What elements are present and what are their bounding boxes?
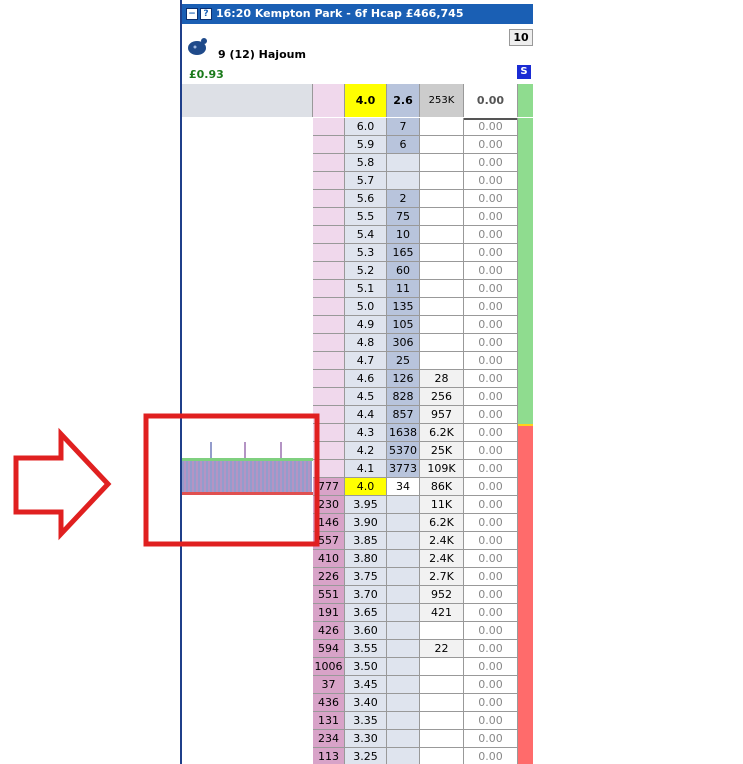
pl-cell: 0.00 <box>464 136 518 154</box>
ladder-row <box>182 154 533 172</box>
lay-cell[interactable] <box>387 568 420 586</box>
header-volume: 253K <box>420 84 464 117</box>
price-cell: 5.8 <box>345 154 387 172</box>
weight-bar <box>518 694 533 712</box>
header-lay-price: 2.6 <box>387 84 420 117</box>
ladder-row <box>182 316 533 334</box>
back-cell[interactable]: 426 <box>313 622 345 640</box>
runner-profit-loss: £0.93 <box>189 68 224 81</box>
weight-bar <box>518 496 533 514</box>
ladder-row <box>182 568 533 586</box>
back-cell[interactable] <box>313 352 345 370</box>
weight-bar <box>518 136 533 154</box>
traded-cell <box>420 748 464 764</box>
traded-cell <box>420 226 464 244</box>
back-cell[interactable]: 146 <box>313 514 345 532</box>
price-cell: 5.7 <box>345 172 387 190</box>
ladder-row <box>182 370 533 388</box>
back-cell[interactable] <box>313 280 345 298</box>
pl-cell: 0.00 <box>464 460 518 478</box>
pl-cell: 0.00 <box>464 550 518 568</box>
back-cell[interactable] <box>313 370 345 388</box>
traded-cell: 2.4K <box>420 532 464 550</box>
weight-bar <box>518 532 533 550</box>
ladder-row <box>182 388 533 406</box>
back-cell[interactable]: 131 <box>313 712 345 730</box>
price-cell: 4.3 <box>345 424 387 442</box>
back-cell[interactable] <box>313 298 345 316</box>
traded-cell: 421 <box>420 604 464 622</box>
ladder-row <box>182 118 533 136</box>
status-badge[interactable]: S <box>517 65 531 79</box>
traded-cell <box>420 298 464 316</box>
header-back-column <box>313 84 345 117</box>
market-title: 16:20 Kempton Park - 6f Hcap £466,745 <box>216 7 464 20</box>
pl-cell: 0.00 <box>464 640 518 658</box>
ladder-row <box>182 748 533 764</box>
lay-cell[interactable] <box>387 694 420 712</box>
weight-bar <box>518 676 533 694</box>
ladder-row <box>182 622 533 640</box>
price-cell: 4.6 <box>345 370 387 388</box>
pl-cell: 0.00 <box>464 118 518 136</box>
lay-cell[interactable] <box>387 640 420 658</box>
weight-bar <box>518 406 533 424</box>
pl-cell: 0.00 <box>464 154 518 172</box>
ladder-row <box>182 712 533 730</box>
header-blank <box>182 84 313 117</box>
back-cell[interactable]: 226 <box>313 568 345 586</box>
pl-cell: 0.00 <box>464 694 518 712</box>
pl-cell: 0.00 <box>464 442 518 460</box>
traded-cell <box>420 280 464 298</box>
traded-cell: 952 <box>420 586 464 604</box>
back-cell[interactable] <box>313 388 345 406</box>
price-cell: 6.0 <box>345 118 387 136</box>
pl-cell: 0.00 <box>464 424 518 442</box>
ladder-row <box>182 262 533 280</box>
price-cell: 3.40 <box>345 694 387 712</box>
lay-cell[interactable]: 1638 <box>387 424 420 442</box>
pl-cell: 0.00 <box>464 748 518 764</box>
traded-cell <box>420 730 464 748</box>
lay-cell[interactable] <box>387 622 420 640</box>
lay-cell[interactable]: 25 <box>387 352 420 370</box>
back-cell[interactable]: 191 <box>313 604 345 622</box>
price-cell: 4.4 <box>345 406 387 424</box>
price-cell: 3.80 <box>345 550 387 568</box>
traded-cell <box>420 136 464 154</box>
title-bar <box>182 4 533 24</box>
back-cell[interactable] <box>313 208 345 226</box>
weight-bar <box>518 262 533 280</box>
traded-cell <box>420 658 464 676</box>
lay-cell[interactable] <box>387 604 420 622</box>
ladder-row <box>182 730 533 748</box>
back-cell[interactable]: 113 <box>313 748 345 764</box>
traded-cell: 6.2K <box>420 424 464 442</box>
back-cell[interactable]: 551 <box>313 586 345 604</box>
lay-cell[interactable]: 2 <box>387 190 420 208</box>
weight-bar <box>518 118 533 136</box>
weight-bar <box>518 622 533 640</box>
lay-cell[interactable] <box>387 748 420 764</box>
ladder-row <box>182 460 533 478</box>
traded-cell <box>420 262 464 280</box>
arrow-icon <box>16 434 108 534</box>
price-cell: 3.90 <box>345 514 387 532</box>
price-cell: 4.5 <box>345 388 387 406</box>
weight-bar <box>518 514 533 532</box>
ladder-row <box>182 694 533 712</box>
pl-cell: 0.00 <box>464 406 518 424</box>
lay-cell[interactable]: 828 <box>387 388 420 406</box>
pl-cell: 0.00 <box>464 208 518 226</box>
runner-info <box>182 26 533 85</box>
pl-cell: 0.00 <box>464 712 518 730</box>
weight-bar <box>518 424 533 442</box>
back-cell[interactable] <box>313 172 345 190</box>
lay-cell[interactable] <box>387 496 420 514</box>
header-bar <box>518 84 533 117</box>
weight-bar <box>518 730 533 748</box>
price-cell: 3.70 <box>345 586 387 604</box>
weight-bar <box>518 334 533 352</box>
lay-cell[interactable]: 857 <box>387 406 420 424</box>
runner-number-badge: 10 <box>509 29 533 46</box>
traded-cell <box>420 622 464 640</box>
weight-bar <box>518 550 533 568</box>
price-cell: 3.25 <box>345 748 387 764</box>
lay-cell[interactable]: 306 <box>387 334 420 352</box>
traded-cell: 957 <box>420 406 464 424</box>
price-cell: 3.60 <box>345 622 387 640</box>
ladder-row <box>182 280 533 298</box>
lay-cell[interactable] <box>387 550 420 568</box>
traded-cell <box>420 208 464 226</box>
pl-cell: 0.00 <box>464 586 518 604</box>
price-cell: 3.65 <box>345 604 387 622</box>
traded-cell <box>420 316 464 334</box>
pl-cell: 0.00 <box>464 316 518 334</box>
lay-cell[interactable] <box>387 676 420 694</box>
traded-cell: 2.7K <box>420 568 464 586</box>
traded-cell <box>420 190 464 208</box>
lay-cell[interactable]: 126 <box>387 370 420 388</box>
weight-bar <box>518 370 533 388</box>
lay-cell[interactable] <box>387 712 420 730</box>
ladder-row <box>182 550 533 568</box>
ladder-row <box>182 190 533 208</box>
traded-cell: 86K <box>420 478 464 496</box>
pl-cell: 0.00 <box>464 622 518 640</box>
pl-cell: 0.00 <box>464 334 518 352</box>
traded-cell <box>420 154 464 172</box>
pl-cell: 0.00 <box>464 244 518 262</box>
weight-bar <box>518 316 533 334</box>
price-cell: 3.85 <box>345 532 387 550</box>
minimize-icon[interactable]: − <box>186 8 198 20</box>
back-cell[interactable]: 436 <box>313 694 345 712</box>
price-cell: 5.4 <box>345 226 387 244</box>
help-icon[interactable]: ? <box>200 8 212 20</box>
lay-cell[interactable]: 165 <box>387 244 420 262</box>
back-cell[interactable]: 37 <box>313 676 345 694</box>
back-cell[interactable] <box>313 136 345 154</box>
weight-bar <box>518 568 533 586</box>
price-cell: 3.35 <box>345 712 387 730</box>
back-cell[interactable] <box>313 262 345 280</box>
back-cell[interactable]: 1006 <box>313 658 345 676</box>
lay-cell[interactable] <box>387 658 420 676</box>
price-cell: 4.9 <box>345 316 387 334</box>
weight-bar <box>518 154 533 172</box>
lay-cell[interactable]: 105 <box>387 316 420 334</box>
ladder-row <box>182 532 533 550</box>
price-cell: 4.7 <box>345 352 387 370</box>
weight-bar <box>518 352 533 370</box>
traded-cell: 109K <box>420 460 464 478</box>
ladder-row <box>182 244 533 262</box>
weight-bar <box>518 172 533 190</box>
weight-bar <box>518 712 533 730</box>
traded-cell <box>420 244 464 262</box>
pl-cell: 0.00 <box>464 478 518 496</box>
lay-cell[interactable]: 34 <box>387 478 420 496</box>
ladder-row <box>182 640 533 658</box>
header-back-price: 4.0 <box>345 84 387 117</box>
pl-cell: 0.00 <box>464 658 518 676</box>
lay-cell[interactable] <box>387 532 420 550</box>
price-cell: 5.6 <box>345 190 387 208</box>
lay-cell[interactable]: 3773 <box>387 460 420 478</box>
back-cell[interactable] <box>313 334 345 352</box>
pl-cell: 0.00 <box>464 730 518 748</box>
price-cell: 5.2 <box>345 262 387 280</box>
weight-bar <box>518 604 533 622</box>
header-pl: 0.00 <box>464 84 518 117</box>
jockey-silk-icon <box>187 36 209 56</box>
traded-cell: 11K <box>420 496 464 514</box>
price-cell: 5.1 <box>345 280 387 298</box>
traded-cell: 2.4K <box>420 550 464 568</box>
weight-bar <box>518 280 533 298</box>
weight-bar <box>518 298 533 316</box>
pl-cell: 0.00 <box>464 514 518 532</box>
lay-cell[interactable] <box>387 586 420 604</box>
back-cell[interactable] <box>313 406 345 424</box>
price-cell: 5.5 <box>345 208 387 226</box>
price-cell: 5.0 <box>345 298 387 316</box>
pl-cell: 0.00 <box>464 226 518 244</box>
traded-cell: 256 <box>420 388 464 406</box>
back-cell[interactable] <box>313 316 345 334</box>
lay-cell[interactable]: 7 <box>387 118 420 136</box>
ladder-row <box>182 442 533 460</box>
lay-cell[interactable]: 6 <box>387 136 420 154</box>
ladder-row <box>182 352 533 370</box>
weight-bar <box>518 586 533 604</box>
ladder-row <box>182 658 533 676</box>
traded-cell <box>420 118 464 136</box>
pl-cell: 0.00 <box>464 388 518 406</box>
back-cell[interactable] <box>313 460 345 478</box>
pl-cell: 0.00 <box>464 604 518 622</box>
pl-cell: 0.00 <box>464 496 518 514</box>
back-cell[interactable] <box>313 226 345 244</box>
price-cell: 5.9 <box>345 136 387 154</box>
ladder-header <box>182 84 533 120</box>
pl-cell: 0.00 <box>464 172 518 190</box>
traded-cell <box>420 712 464 730</box>
lay-cell[interactable]: 11 <box>387 280 420 298</box>
traded-cell: 25K <box>420 442 464 460</box>
pl-cell: 0.00 <box>464 280 518 298</box>
price-cell: 3.30 <box>345 730 387 748</box>
ladder-row <box>182 604 533 622</box>
ladder-row <box>182 406 533 424</box>
pl-cell: 0.00 <box>464 568 518 586</box>
lay-cell[interactable] <box>387 730 420 748</box>
back-cell[interactable] <box>313 118 345 136</box>
back-cell[interactable]: 594 <box>313 640 345 658</box>
lay-cell[interactable]: 10 <box>387 226 420 244</box>
ladder-row <box>182 424 533 442</box>
runner-name: 9 (12) Hajoum <box>218 48 306 61</box>
back-cell[interactable]: 557 <box>313 532 345 550</box>
price-cell: 3.95 <box>345 496 387 514</box>
back-cell[interactable] <box>313 154 345 172</box>
lay-cell[interactable] <box>387 172 420 190</box>
ladder-row <box>182 586 533 604</box>
back-cell[interactable]: 410 <box>313 550 345 568</box>
price-cell: 4.2 <box>345 442 387 460</box>
lay-cell[interactable] <box>387 154 420 172</box>
weight-bar <box>518 388 533 406</box>
back-cell[interactable] <box>313 244 345 262</box>
lay-cell[interactable]: 60 <box>387 262 420 280</box>
ladder-row <box>182 298 533 316</box>
weight-bar <box>518 190 533 208</box>
back-cell[interactable]: 230 <box>313 496 345 514</box>
traded-cell: 28 <box>420 370 464 388</box>
back-cell[interactable]: 777 <box>313 478 345 496</box>
traded-cell <box>420 334 464 352</box>
weight-bar <box>518 226 533 244</box>
traded-cell: 22 <box>420 640 464 658</box>
pl-cell: 0.00 <box>464 298 518 316</box>
ladder-row <box>182 514 533 532</box>
price-cell: 3.50 <box>345 658 387 676</box>
ladder-row <box>182 496 533 514</box>
price-cell: 4.0 <box>345 478 387 496</box>
traded-cell: 6.2K <box>420 514 464 532</box>
traded-cell <box>420 694 464 712</box>
traded-cell <box>420 676 464 694</box>
price-cell: 3.75 <box>345 568 387 586</box>
back-cell[interactable] <box>313 190 345 208</box>
ladder-row <box>182 334 533 352</box>
price-cell: 4.8 <box>345 334 387 352</box>
weight-bar <box>518 658 533 676</box>
back-cell[interactable]: 234 <box>313 730 345 748</box>
price-cell: 3.45 <box>345 676 387 694</box>
back-cell[interactable] <box>313 424 345 442</box>
price-cell: 4.1 <box>345 460 387 478</box>
pl-cell: 0.00 <box>464 190 518 208</box>
lay-cell[interactable]: 135 <box>387 298 420 316</box>
weight-bar <box>518 244 533 262</box>
weight-bar <box>518 640 533 658</box>
ladder-row <box>182 208 533 226</box>
ladder-row <box>182 172 533 190</box>
pl-cell: 0.00 <box>464 532 518 550</box>
lay-cell[interactable] <box>387 514 420 532</box>
pl-cell: 0.00 <box>464 352 518 370</box>
back-cell[interactable] <box>313 442 345 460</box>
ladder-panel <box>180 0 533 764</box>
weight-bar <box>518 442 533 460</box>
price-cell: 3.55 <box>345 640 387 658</box>
weight-bar <box>518 208 533 226</box>
pl-cell: 0.00 <box>464 370 518 388</box>
ladder-row <box>182 136 533 154</box>
traded-cell <box>420 352 464 370</box>
weight-bar <box>518 460 533 478</box>
weight-bar <box>518 478 533 496</box>
lay-cell[interactable]: 75 <box>387 208 420 226</box>
ladder-row <box>182 226 533 244</box>
pl-cell: 0.00 <box>464 676 518 694</box>
pl-cell: 0.00 <box>464 262 518 280</box>
traded-cell <box>420 172 464 190</box>
weight-bar <box>518 748 533 764</box>
price-cell: 5.3 <box>345 244 387 262</box>
lay-cell[interactable]: 5370 <box>387 442 420 460</box>
ladder-row <box>182 478 533 496</box>
ladder-row <box>182 676 533 694</box>
